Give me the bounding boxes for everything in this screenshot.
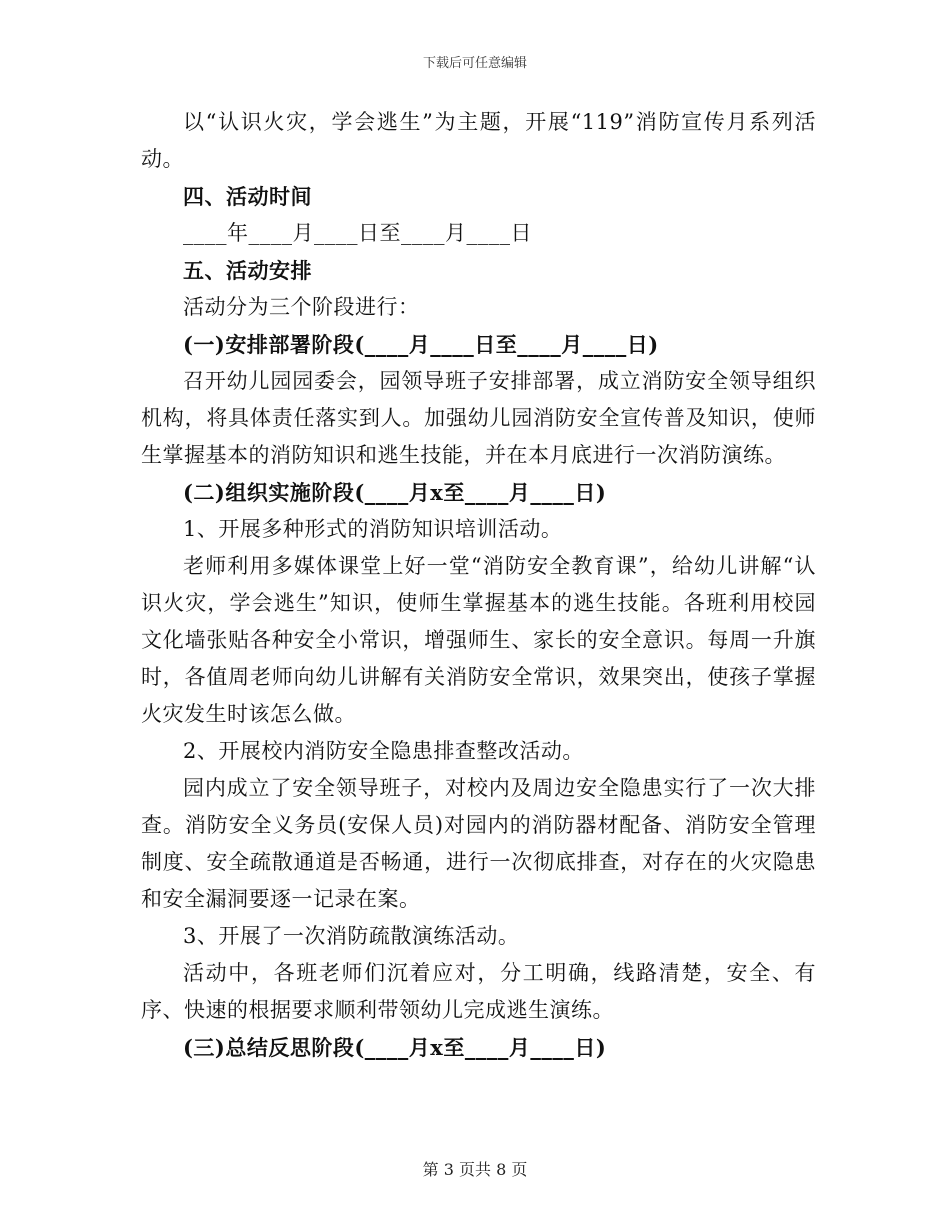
paragraph-three-stages: 活动分为三个阶段进行： — [183, 295, 420, 319]
page-footer: 第 3 页共 8 页 — [422, 1160, 528, 1179]
paragraph-theme: 以“认识火灾，学会逃生”为主题，开展“119”消防宣传月系列活动。 — [141, 110, 816, 171]
paragraph-item-2: 2、开展校内消防安全隐患排查整改活动。 — [183, 739, 584, 763]
paragraph-item-3-detail: 活动中，各班老师们沉着应对，分工明确，线路清楚，安全、有序、快速的根据要求顺利带领幼儿完成逃生演练。 — [141, 961, 816, 1022]
page-header: 下载后可任意编辑 — [422, 56, 527, 71]
section-heading-activity-time: 四、活动时间 — [183, 184, 312, 209]
paragraph-item-1: 1、开展多种形式的消防知识培训活动。 — [183, 517, 563, 541]
paragraph-item-2-detail: 园内成立了安全领导班子，对校内及周边安全隐患实行了一次大排查。消防安全义务员(安保人员)对园内的消防器材配备、消防安全管理制度、安全疏散通道是否畅通，进行一次彻底排查，对存在的火灾隐患和安全漏洞要逐一记录在案。 — [141, 776, 816, 911]
section-heading-activity-arrangement: 五、活动安排 — [183, 258, 312, 283]
paragraph-stage-1: 召开幼儿园园委会，园领导班子安排部署，成立消防安全领导组织机构，将具体责任落实到人。加强幼儿园消防安全宣传普及知识，使师生掌握基本的消防知识和逃生技能，并在本月底进行一次消防演练。 — [141, 369, 816, 467]
paragraph-item-1-detail: 老师利用多媒体课堂上好一堂“消防安全教育课”，给幼儿讲解“认识火灾，学会逃生”知识，使师生掌握基本的逃生技能。各班利用校园文化墙张贴各种安全小常识，增强师生、家长的安全意识。每周一升旗时，各值周老师向幼儿讲解有关消防安全常识，效果突出，使孩子掌握火灾发生时该怎么做。 — [141, 554, 816, 726]
subheading-stage-1: (一)安排部署阶段(____月____日至____月____日) — [183, 332, 659, 357]
document-body — [141, 104, 816, 1066]
subheading-stage-3: (三)总结反思阶段(____月x至____月____日) — [183, 1035, 607, 1060]
subheading-stage-2: (二)组织实施阶段(____月x至____月____日) — [183, 480, 607, 505]
paragraph-time-range: ____年____月____日至____月____日 — [183, 221, 532, 245]
paragraph-item-3: 3、开展了一次消防疏散演练活动。 — [183, 924, 520, 948]
